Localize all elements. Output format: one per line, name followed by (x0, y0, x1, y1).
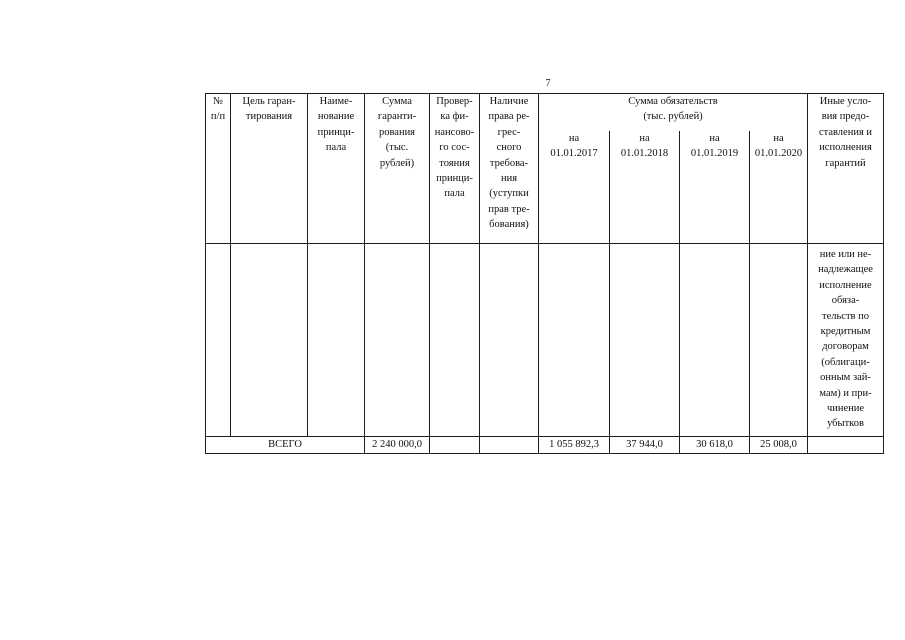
total-2019: 30 618,0 (680, 437, 750, 454)
header-other-conditions: Иные усло- вия предо- ставления и исполнения гарантий (808, 94, 884, 244)
cell-2019 (680, 244, 750, 437)
cell-purpose (231, 244, 308, 437)
header-principal: Наиме- нование принци- пала (308, 94, 365, 244)
page-number: 7 (545, 78, 551, 89)
total-2020: 25 008,0 (750, 437, 808, 454)
cell-principal (308, 244, 365, 437)
header-date-2020: на 01.01.2020 (750, 131, 808, 244)
total-sum: 2 240 000,0 (365, 437, 430, 454)
cell-other-conditions: ние или не- надлежащее исполнение обяза- тельств по кредитным договорам (облигаци- онным зай- мам) и при- чинение убытков (808, 244, 884, 437)
guarantees-table (205, 93, 884, 454)
cell-check (430, 244, 480, 437)
header-financial-check: Провер- ка фи- нансово- го сос- тояния принци- пала (430, 94, 480, 244)
cell-sum (365, 244, 430, 437)
total-label: ВСЕГО (206, 437, 365, 454)
cell-2017 (539, 244, 610, 437)
header-date-2017: на 01.01.2017 (539, 131, 610, 244)
header-purpose: Цель гаран- тирования (231, 94, 308, 244)
header-regress-right: Наличие права ре- грес- сного требова- ния (уступки прав тре- бования) (480, 94, 539, 244)
header-no: № п/п (206, 94, 231, 244)
header-date-2019: на 01.01.2019 (680, 131, 750, 244)
cell-2018 (610, 244, 680, 437)
cell-2020 (750, 244, 808, 437)
total-2018: 37 944,0 (610, 437, 680, 454)
total-row (206, 437, 884, 454)
cell-regress (480, 244, 539, 437)
header-guarantee-sum: Сумма гаранти- рования (тыс. рублей) (365, 94, 430, 244)
total-2017: 1 055 892,3 (539, 437, 610, 454)
cell-no (206, 244, 231, 437)
header-date-2018: на 01.01.2018 (610, 131, 680, 244)
header-obligations-sum: Сумма обязательств (тыс. рублей) (539, 94, 808, 131)
table-row (206, 244, 884, 437)
